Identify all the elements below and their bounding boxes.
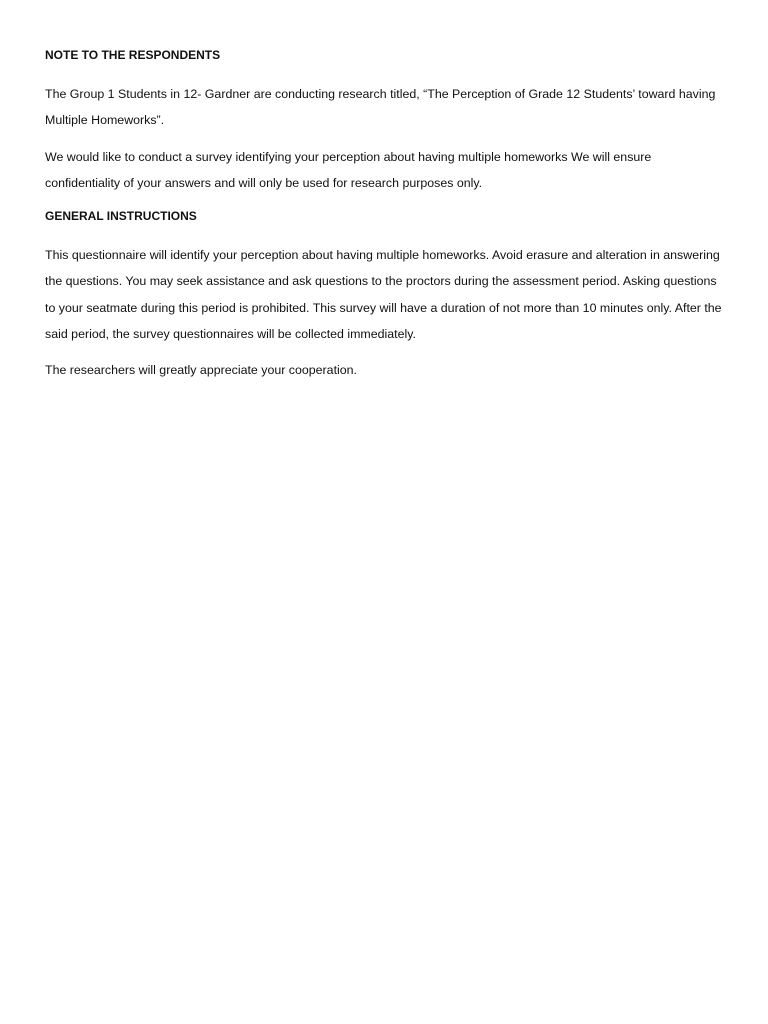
note-heading: NOTE TO THE RESPONDENTS bbox=[45, 48, 221, 62]
instructions-heading: GENERAL INSTRUCTIONS bbox=[45, 209, 197, 224]
note-paragraph-survey: We would like to conduct a survey identifying your perception about having multiple homeworks We will ensure confidentiality of your answers and will only be used for research purposes only. bbox=[45, 149, 652, 190]
instructions-paragraph-main: This questionnaire will identify your perception about having multiple homeworks. Avoid erasure and alteration in answering the questions. You may seek assistance and ask questions to the proctors during the assessment period. Asking questions to your seatmate during this period is prohibited. This survey will have a duration of not more than 10 minutes only. After the said period, the survey questionnaires will be collected immediately. bbox=[45, 248, 722, 342]
instructions-paragraph-closing: The researchers will greatly appreciate your cooperation. bbox=[45, 363, 357, 378]
note-paragraph-intro: The Group 1 Students in 12- Gardner are conducting research titled, “The Perception of Grade 12 Students’ toward having Multiple Homeworks”. bbox=[45, 87, 716, 128]
document-body bbox=[45, 45, 725, 384]
